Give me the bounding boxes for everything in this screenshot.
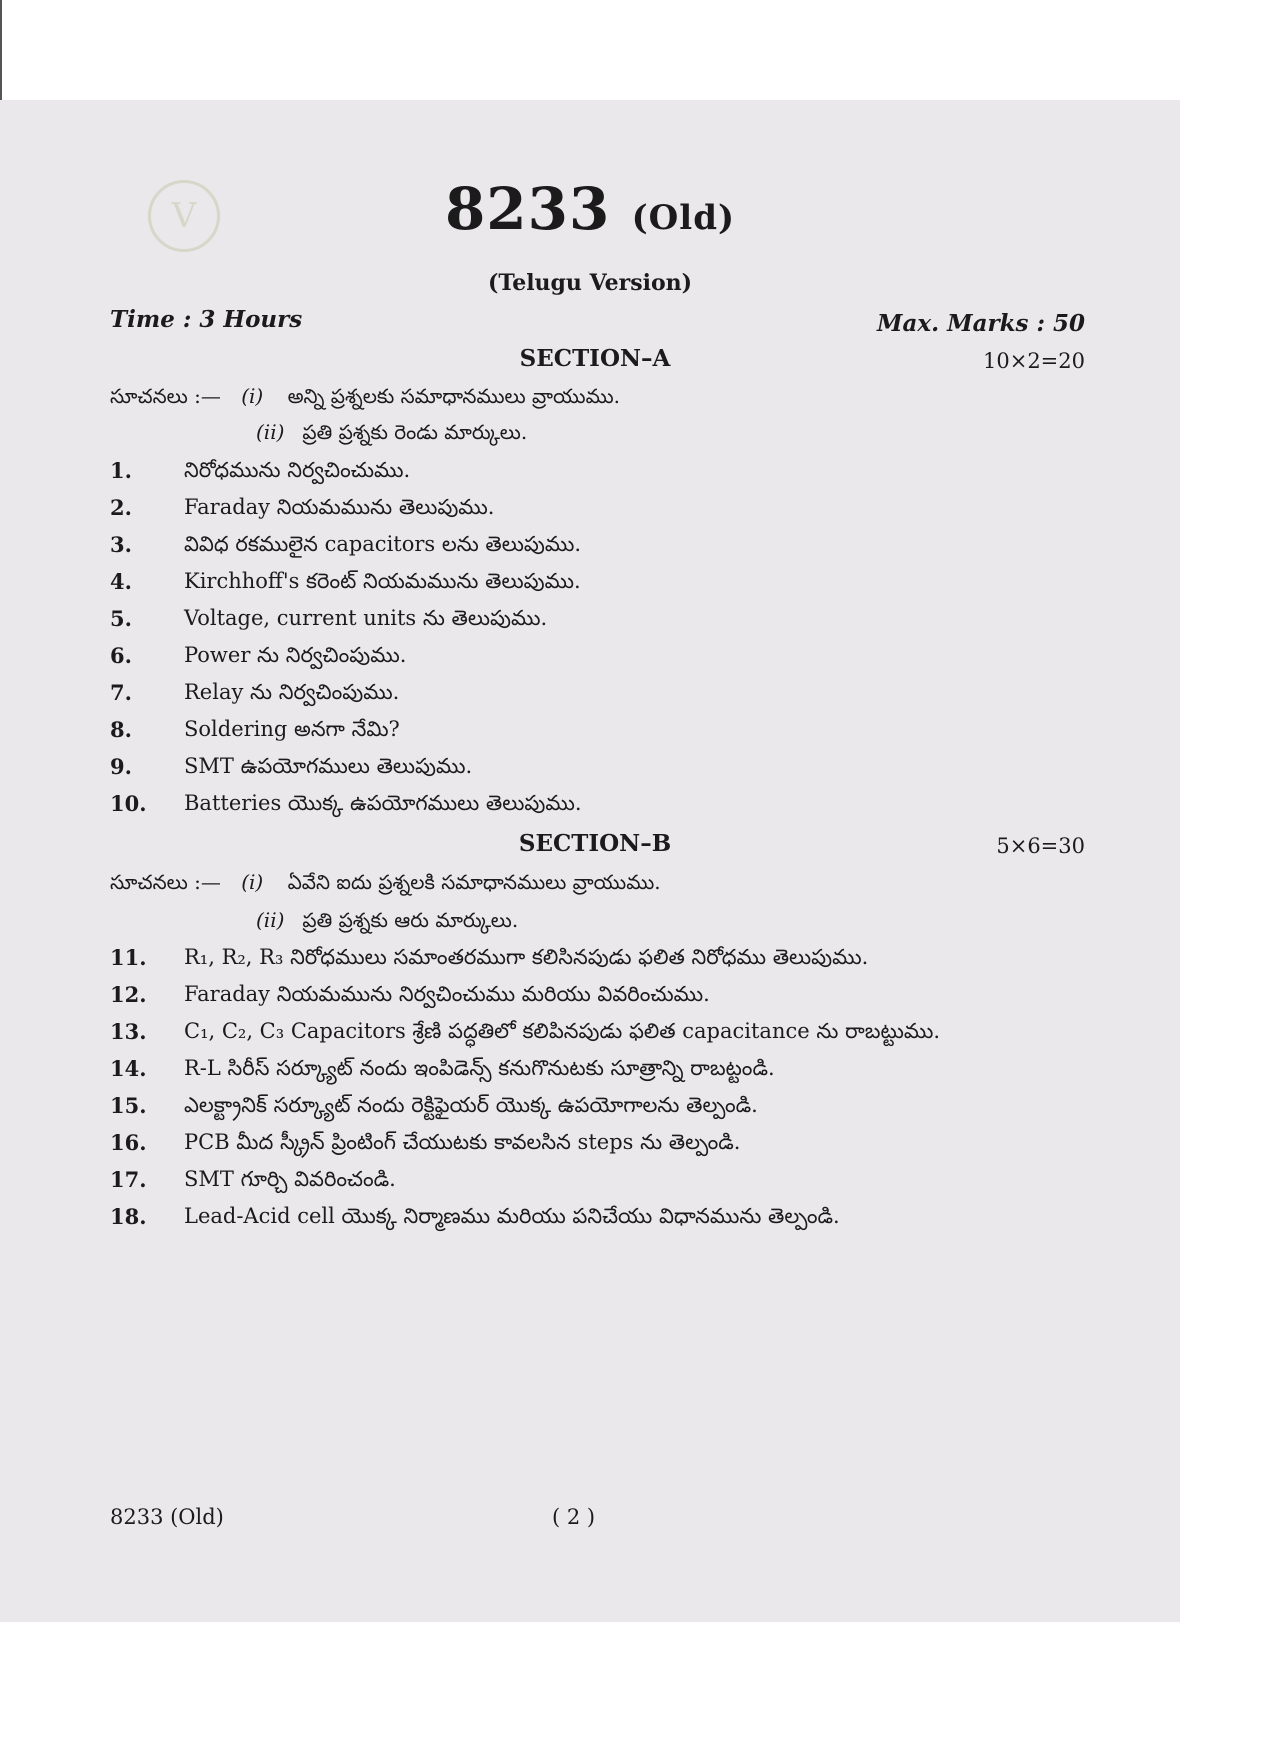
- question-text: ఎలక్ట్రానిక్ సర్క్యూట్ నందు రెక్టిఫైయర్ యొక్క ఉపయోగాలను తెల్పండి.: [184, 1093, 758, 1117]
- section-a-instruction-2: [256, 420, 527, 449]
- question-text: Relay ను నిర్వచింపుము.: [184, 680, 400, 704]
- question-number: 4.: [110, 569, 132, 594]
- question-number: 5.: [110, 606, 132, 631]
- question-number: 8.: [110, 717, 132, 742]
- instructions-label: సూచనలు :—: [110, 870, 221, 894]
- exam-page: [0, 100, 1180, 1622]
- question-number: 1.: [110, 458, 132, 483]
- question-number: 15.: [110, 1093, 147, 1118]
- question-number: 17.: [110, 1167, 147, 1192]
- question-number: 10.: [110, 791, 147, 816]
- question-text: Faraday నియమమును నిర్వచించుము మరియు వివరించుము.: [184, 982, 710, 1006]
- roman-numeral: (ii): [256, 908, 285, 932]
- instruction-text: ఏవేని ఐదు ప్రశ్నలకి సమాధానములు వ్రాయుము.: [287, 870, 661, 894]
- section-a-instruction-1: [110, 384, 620, 413]
- paper-code-number: 8233: [444, 175, 611, 243]
- watermark-seal: V: [148, 180, 220, 252]
- question-text: R-L సిరీస్ సర్క్యూట్ నందు ఇంపిడెన్స్ కనుగొనుటకు సూత్రాన్ని రాబట్టండి.: [184, 1056, 775, 1080]
- section-b-title: SECTION–B: [518, 830, 672, 857]
- section-a-marks-scheme: 10×2=20: [983, 349, 1085, 373]
- roman-numeral: (i): [241, 384, 264, 408]
- roman-numeral: (ii): [256, 420, 285, 444]
- question-text: Faraday నియమమును తెలుపుము.: [184, 495, 495, 519]
- roman-numeral: (i): [241, 870, 264, 894]
- question-text: PCB మీద స్క్రీన్ ప్రింటింగ్ చేయుటకు కావలసిన steps ను తెల్పండి.: [184, 1130, 741, 1154]
- footer-paper-code: 8233 (Old): [110, 1505, 224, 1529]
- paper-code-suffix: (Old): [631, 198, 736, 238]
- instruction-text: ప్రతి ప్రశ్నకు ఆరు మార్కులు.: [302, 908, 519, 932]
- question-text: SMT ఉపయోగములు తెలుపుము.: [184, 754, 473, 778]
- question-text: Soldering అనగా నేమి?: [184, 717, 400, 741]
- question-number: 7.: [110, 680, 132, 705]
- time-label: Time : 3 Hours: [110, 306, 303, 333]
- max-marks-label: Max. Marks : 50: [877, 310, 1085, 337]
- version-label: (Telugu Version): [487, 270, 693, 296]
- question-text: Batteries యొక్క ఉపయోగములు తెలుపుము.: [184, 791, 582, 815]
- page-edge-line: [0, 0, 2, 100]
- paper-code: [0, 175, 1180, 243]
- section-b-instruction-2: [256, 908, 518, 937]
- question-text: R₁, R₂, R₃ నిరోధములు సమాంతరముగా కలిసినపుడు ఫలిత నిరోధము తెలుపుము.: [184, 945, 869, 969]
- question-number: 14.: [110, 1056, 147, 1081]
- question-text: వివిధ రకములైన capacitors లను తెలుపుము.: [184, 532, 582, 556]
- question-number: 16.: [110, 1130, 147, 1155]
- question-number: 2.: [110, 495, 132, 520]
- instruction-text: అన్ని ప్రశ్నలకు సమాధానములు వ్రాయుము.: [287, 384, 621, 408]
- question-number: 12.: [110, 982, 147, 1007]
- instruction-text: ప్రతి ప్రశ్నకు రెండు మార్కులు.: [302, 420, 528, 444]
- question-text: Power ను నిర్వచింపుము.: [184, 643, 407, 667]
- question-text: నిరోధమును నిర్వచించుము.: [184, 458, 411, 482]
- question-text: SMT గూర్చి వివరించండి.: [184, 1167, 396, 1191]
- section-b-marks-scheme: 5×6=30: [996, 834, 1085, 858]
- section-a-title: SECTION–A: [519, 345, 671, 372]
- question-text: Voltage, current units ను తెలుపుము.: [184, 606, 548, 630]
- question-number: 3.: [110, 532, 132, 557]
- instructions-label: సూచనలు :—: [110, 384, 221, 408]
- question-number: 11.: [110, 945, 147, 970]
- question-text: C₁, C₂, C₃ Capacitors శ్రేణి పద్ధతిలో కలిపినపుడు ఫలిత capacitance ను రాబట్టుము.: [184, 1019, 941, 1043]
- question-number: 13.: [110, 1019, 147, 1044]
- question-text: Lead-Acid cell యొక్క నిర్మాణము మరియు పనిచేయు విధానమును తెల్పండి.: [184, 1204, 840, 1228]
- section-b-instruction-1: [110, 870, 661, 899]
- question-text: Kirchhoff's కరెంట్ నియమమును తెలుపుము.: [184, 569, 581, 593]
- page-number: ( 2 ): [552, 1505, 596, 1529]
- question-number: 6.: [110, 643, 132, 668]
- question-number: 9.: [110, 754, 132, 779]
- question-number: 18.: [110, 1204, 147, 1229]
